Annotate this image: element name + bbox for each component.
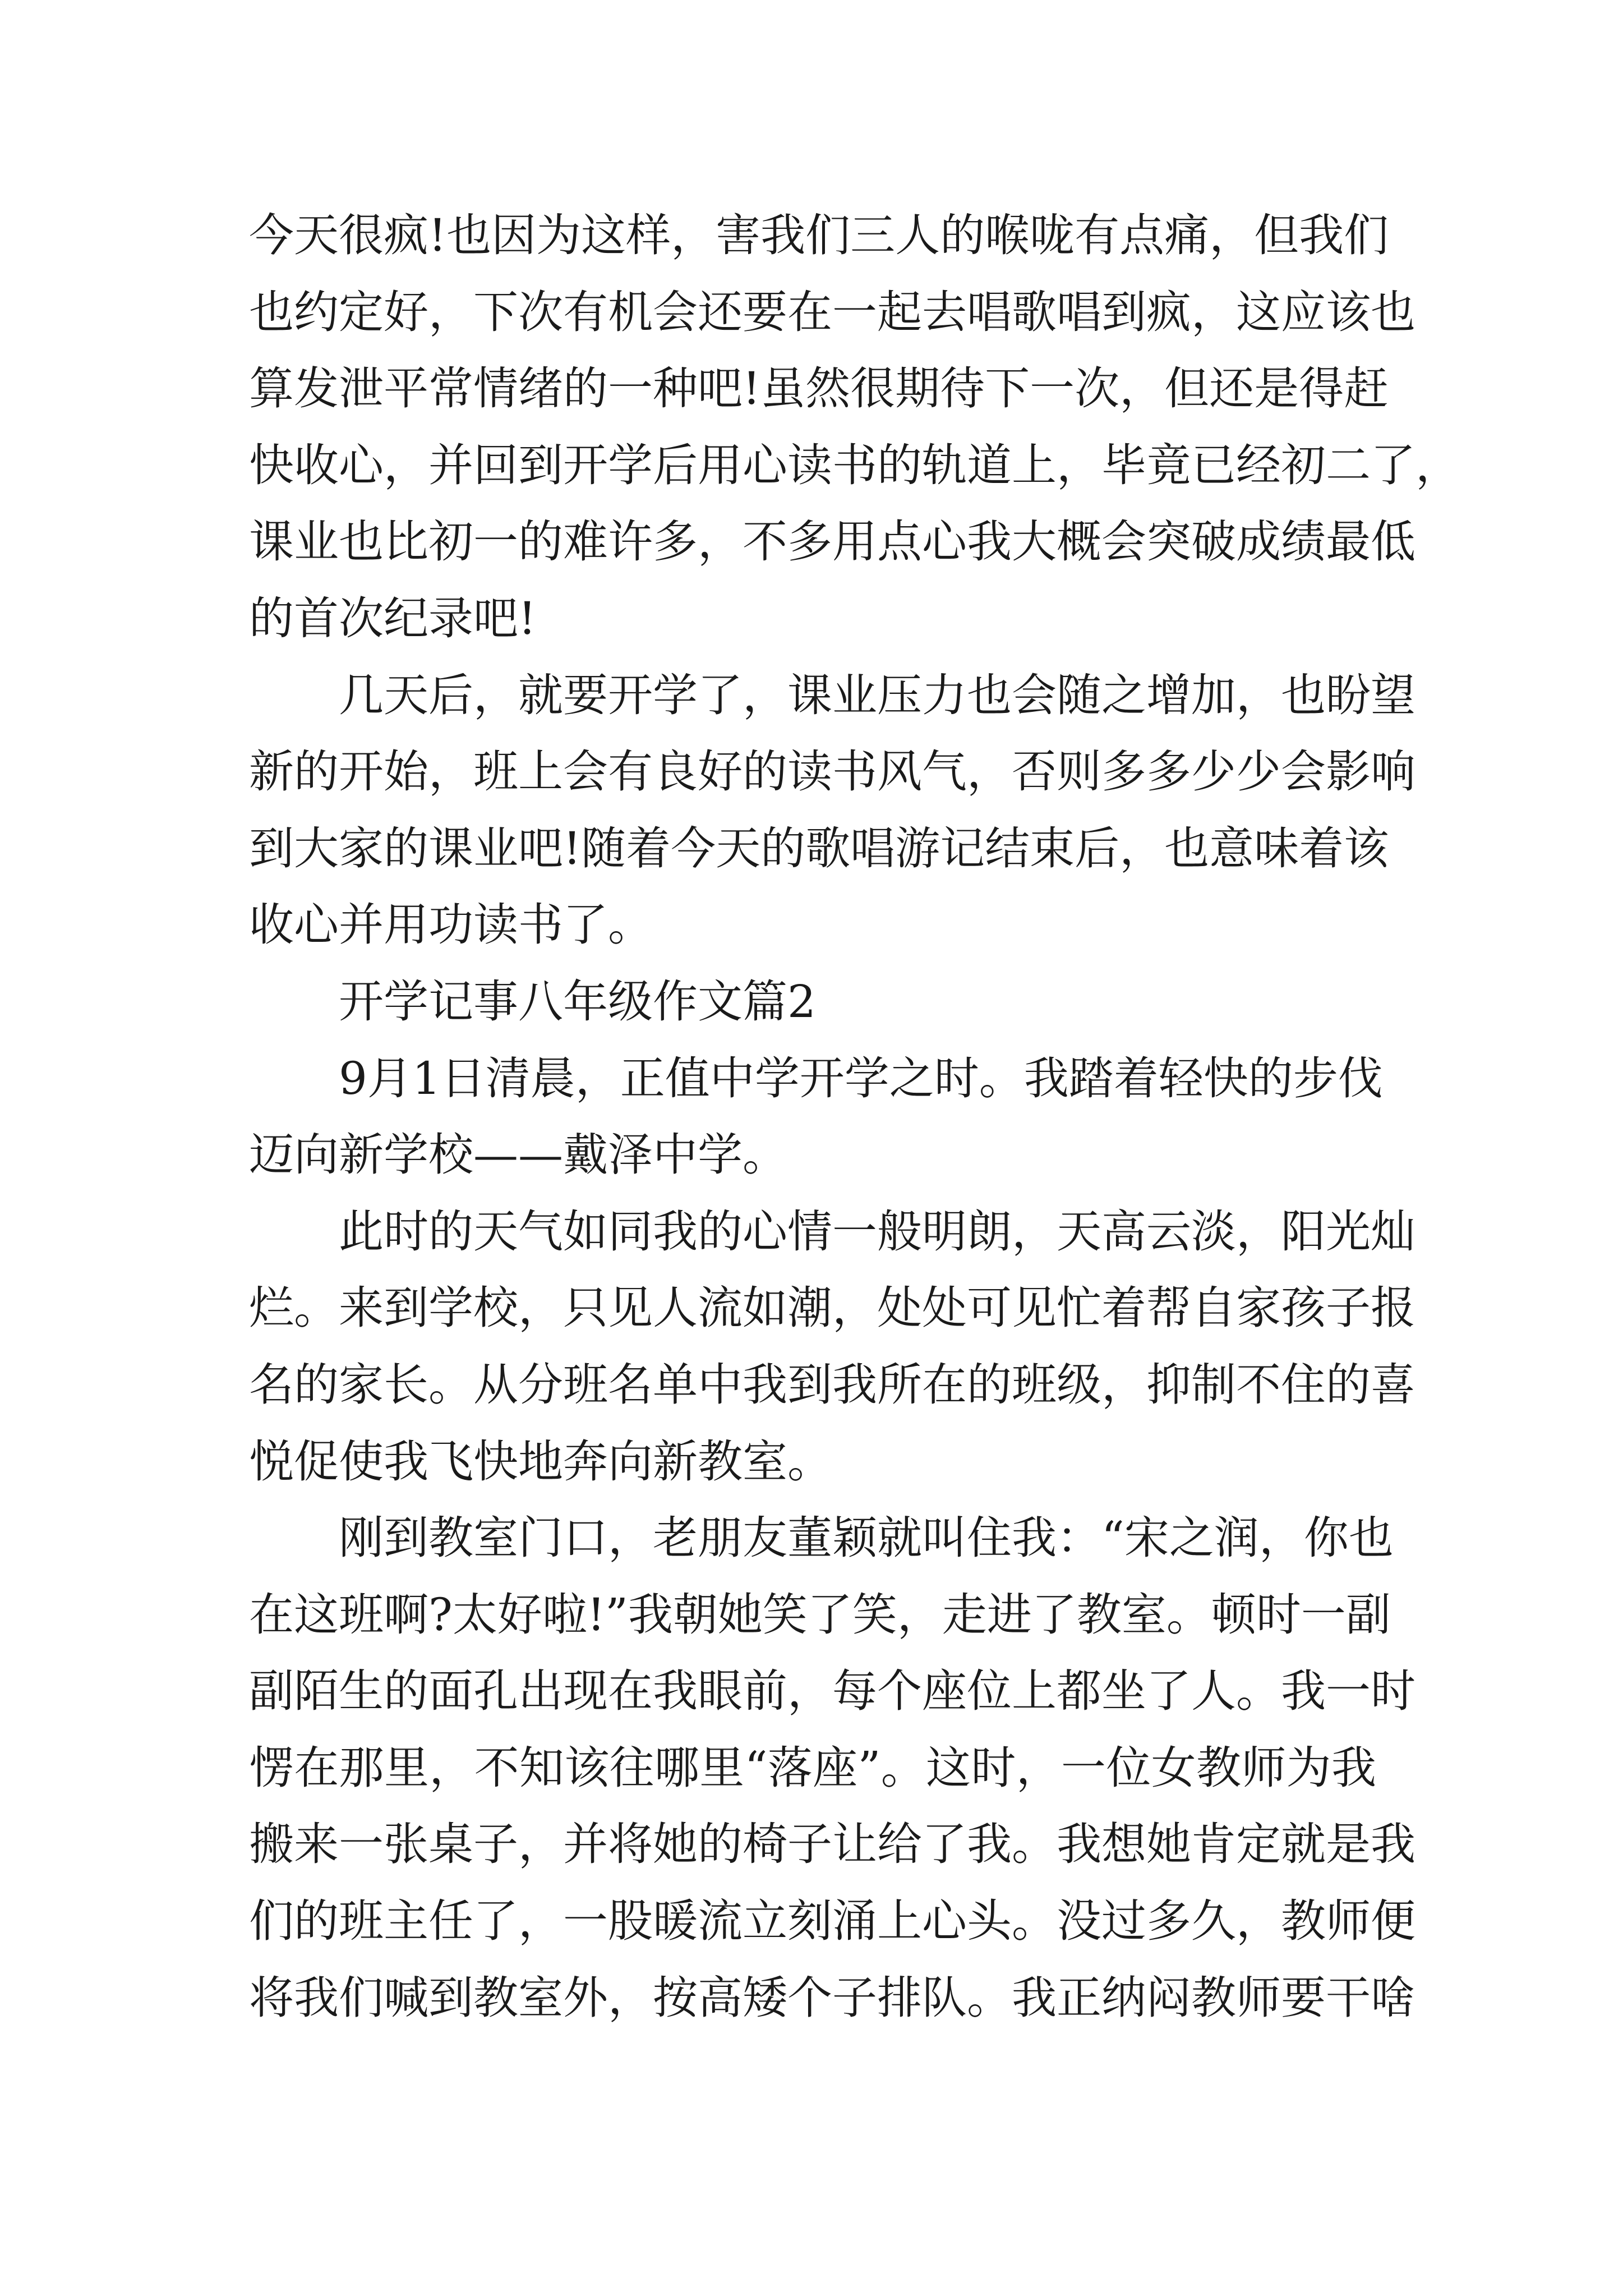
- paragraph-line: 到大家的课业吧!随着今天的歌唱游记结束后，也意味着该: [249, 822, 1389, 875]
- paragraph-line: 刚到教室门口，老朋友董颖就叫住我：“宋之润，你也: [339, 1512, 1394, 1565]
- paragraph-line: 课业也比初一的难许多，不多用点心我大概会突破成绩最低: [249, 516, 1415, 568]
- paragraph-line: 今天很疯!也因为这样，害我们三人的喉咙有点痛，但我们: [249, 209, 1389, 261]
- paragraph-line: 的首次纪录吧!: [249, 592, 537, 645]
- paragraph-line: 此时的天气如同我的心情一般明朗，天高云淡，阳光灿: [339, 1205, 1415, 1258]
- paragraph-line: 几天后，就要开学了，课业压力也会随之增加，也盼望: [339, 669, 1415, 721]
- essay-heading: 开学记事八年级作文篇2: [339, 975, 816, 1028]
- paragraph-line: 烂。来到学校，只见人流如潮，处处可见忙着帮自家孩子报: [249, 1282, 1415, 1335]
- paragraph-line: 们的班主任了，一股暖流立刻涌上心头。没过多久，教师便: [249, 1895, 1415, 1948]
- paragraph-line: 9月1日清晨，正值中学开学之时。我踏着轻快的步伐: [339, 1052, 1383, 1105]
- essay-body: [249, 197, 1460, 2036]
- paragraph-line: 也约定好，下次有机会还要在一起去唱歌唱到疯，这应该也: [249, 286, 1415, 338]
- paragraph-line: 迈向新学校——戴泽中学。: [249, 1129, 787, 1181]
- paragraph-line: 搬来一张桌子，并将她的椅子让给了我。我想她肯定就是我: [249, 1818, 1415, 1871]
- paragraph-line: 收心并用功读书了。: [249, 899, 653, 951]
- paragraph-line: 副陌生的面孔出现在我眼前，每个座位上都坐了人。我一时: [249, 1665, 1415, 1718]
- paragraph-line: 算发泄平常情绪的一种吧!虽然很期待下一次，但还是得赶: [249, 362, 1389, 415]
- paragraph-line: 在这班啊?太好啦!”我朝她笑了笑，走进了教室。顿时一副: [249, 1588, 1391, 1641]
- paragraph-line: 新的开始，班上会有良好的读书风气，否则多多少少会影响: [249, 746, 1415, 798]
- paragraph-line: 悦促使我飞快地奔向新教室。: [249, 1435, 832, 1488]
- paragraph-line: 快收心，并回到开学后用心读书的轨道上，毕竟已经初二了，: [249, 439, 1460, 491]
- paragraph-line: 愣在那里，不知该往哪里“落座”。这时，一位女教师为我: [249, 1741, 1376, 1794]
- paragraph-line: 名的家长。从分班名单中我到我所在的班级，抑制不住的喜: [249, 1358, 1415, 1411]
- paragraph-line: 将我们喊到教室外，按高矮个子排队。我正纳闷教师要干啥: [249, 1971, 1415, 2024]
